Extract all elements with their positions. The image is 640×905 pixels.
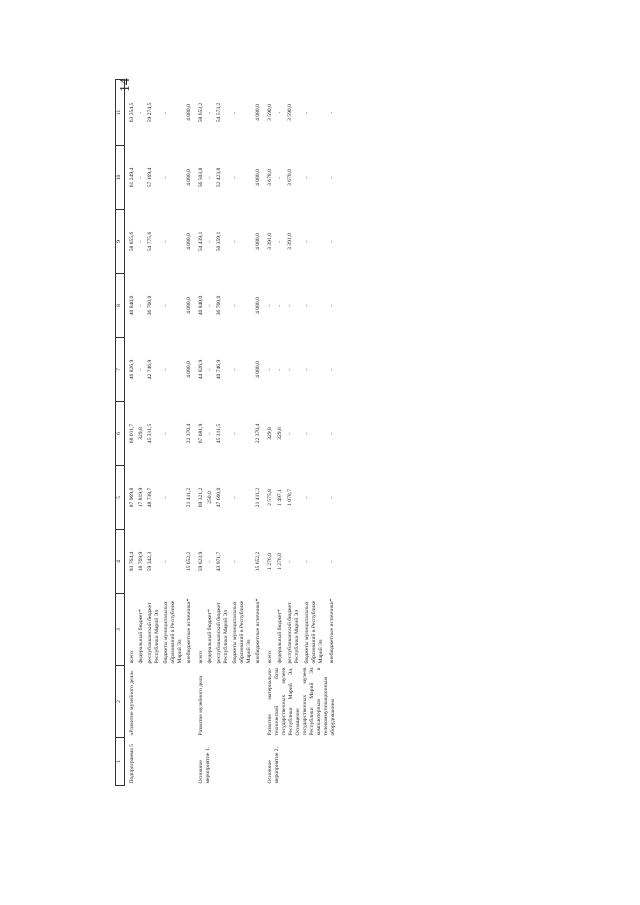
page-number: 14 [118, 78, 133, 92]
amount-cell: - [231, 432, 238, 435]
amount-cell: - [206, 432, 213, 435]
amount-cell: - [162, 560, 169, 563]
amount-cell: - [206, 560, 213, 563]
amount-cell: 250,0 [206, 491, 213, 504]
header-cell: 3 [116, 594, 125, 666]
amount-cell: 56 503,8 [197, 167, 204, 188]
amount-cell: - [303, 560, 310, 563]
funding-source-cell: бюджеты муниципальных образований в Республике Марий Эл [162, 600, 183, 664]
amount-cell: 58 653,2 [197, 102, 204, 123]
amount-cell: - [231, 240, 238, 243]
funding-source-cell: федеральный бюджет* [137, 609, 144, 664]
header-cell: 1 [116, 738, 125, 786]
table-row [194, 80, 206, 786]
header-cell: 10 [116, 146, 125, 210]
amount-cell: - [303, 111, 310, 114]
amount-cell: 4 080,0 [254, 361, 261, 378]
amount-cell: - [303, 432, 310, 435]
amount-cell: 46 826,9 [129, 359, 135, 380]
funding-source-cell: федеральный бюджет* [206, 609, 213, 664]
amount-cell: - [231, 304, 238, 307]
amount-cell: - [137, 368, 144, 371]
amount-cell: 3 590,0 [286, 104, 293, 121]
amount-cell: - [286, 560, 293, 563]
header-cell: 7 [116, 338, 125, 402]
amount-cell: - [286, 304, 293, 307]
amount-cell: - [328, 111, 335, 114]
amount-cell: 44 826,9 [197, 359, 204, 380]
amount-cell: - [231, 560, 238, 563]
funding-source-cell: республиканский бюджет Республики Марий Эл [215, 602, 229, 664]
amount-cell: - [303, 176, 310, 179]
amount-cell: 4 080,0 [254, 169, 261, 186]
amount-cell: 4 080,0 [254, 297, 261, 314]
amount-cell: - [328, 368, 335, 371]
amount-cell: 17 819,9 [137, 487, 144, 508]
amount-cell: 63 354,5 [129, 102, 135, 123]
amount-cell: - [162, 176, 169, 179]
amount-cell: 47 660,0 [215, 487, 222, 508]
amount-cell: - [276, 304, 283, 307]
funding-source-cell: бюджеты муниципальных образований в Республике Марий Эл [303, 600, 324, 664]
amount-cell: 40 840,0 [129, 295, 135, 316]
header-cell: 11 [116, 80, 125, 146]
amount-cell: 43 971,7 [215, 551, 222, 572]
amount-cell: 2 575,8 [266, 489, 273, 506]
amount-cell: 67 681,9 [197, 423, 204, 444]
amount-cell: - [286, 432, 293, 435]
amount-cell: - [137, 176, 144, 179]
amount-cell: - [137, 111, 144, 114]
amount-cell: 45 311,5 [215, 423, 222, 444]
amount-cell: 45 311,5 [146, 423, 153, 444]
amount-cell: 4 080,0 [254, 104, 261, 121]
amount-cell: 61 249,4 [129, 167, 135, 188]
amount-cell: 3 678,0 [286, 169, 293, 186]
amount-cell: - [328, 304, 335, 307]
program-code-cell: Основное мероприятие 2. [266, 747, 280, 784]
amount-cell: 50 359,1 [215, 231, 222, 252]
amount-cell: 59 342,3 [146, 551, 153, 572]
amount-cell: - [206, 304, 213, 307]
amount-cell: 57 169,4 [146, 167, 153, 188]
header-cell: 5 [116, 466, 125, 530]
funding-source-cell: федеральный бюджет* [276, 609, 283, 664]
amount-cell: 1 497,1 [276, 489, 283, 506]
amount-cell: 15 652,2 [254, 551, 261, 572]
amount-cell: - [276, 240, 283, 243]
amount-cell: 18 769,9 [137, 551, 144, 572]
header-row [116, 80, 125, 786]
amount-cell: - [266, 368, 273, 371]
amount-cell: 15 652,2 [185, 551, 192, 572]
amount-cell: - [303, 240, 310, 243]
amount-cell: - [286, 368, 293, 371]
header-cell: 8 [116, 274, 125, 338]
amount-cell: 21 411,2 [185, 487, 192, 508]
amount-cell: - [162, 111, 169, 114]
amount-cell: - [137, 240, 144, 243]
amount-cell: - [206, 111, 213, 114]
amount-cell: - [328, 432, 335, 435]
amount-cell: 3 678,0 [266, 169, 273, 186]
amount-cell: - [137, 304, 144, 307]
rotated-table-wrapper [115, 80, 556, 786]
amount-cell: - [328, 496, 335, 499]
table-row [125, 80, 137, 786]
amount-cell: - [231, 368, 238, 371]
amount-cell: - [206, 176, 213, 179]
funding-source-cell: внебюджетные источники* [185, 598, 192, 664]
amount-cell: 48 738,7 [146, 487, 153, 508]
amount-cell: 21 411,2 [254, 487, 261, 508]
amount-cell: - [206, 368, 213, 371]
amount-cell: 59 623,9 [197, 551, 204, 572]
amount-cell: - [266, 304, 273, 307]
header-cell: 4 [116, 530, 125, 594]
funding-source-cell: республиканский бюджет Республики Марий Эл [146, 602, 160, 664]
header-cell: 2 [116, 666, 125, 738]
amount-cell: 54 439,1 [197, 231, 204, 252]
amount-cell: - [303, 496, 310, 499]
amount-cell: 4 080,0 [185, 361, 192, 378]
amount-cell: 4 080,0 [185, 233, 192, 250]
amount-cell: 3 391,0 [266, 233, 273, 250]
amount-cell: - [162, 304, 169, 307]
amount-cell: - [231, 176, 238, 179]
amount-cell: - [162, 240, 169, 243]
amount-cell: - [162, 496, 169, 499]
amount-cell: 68 011,7 [129, 423, 135, 444]
amount-cell: 4 080,0 [254, 233, 261, 250]
amount-cell: 1 078,7 [286, 489, 293, 506]
header-cell: 9 [116, 210, 125, 274]
amount-cell: 54 775,6 [146, 231, 153, 252]
program-name-cell: Развитие музейного дела [197, 675, 204, 736]
funding-source-cell: всего [197, 650, 204, 664]
amount-cell: 329,8 [137, 427, 144, 440]
amount-cell: 36 760,0 [215, 295, 222, 316]
program-code-cell: Основное мероприятие 1. [197, 747, 211, 784]
amount-cell: - [328, 240, 335, 243]
amount-cell: - [328, 176, 335, 179]
program-name-cell: Развитие материально-технической базы государственных музеев Республики Марий Эл. Оснащение государственных музеев Республики Марий Эл компьютерным и телекоммуникационным оборудованием [266, 667, 336, 736]
funding-source-cell: республиканский бюджет Республики Марий Эл [286, 602, 300, 664]
amount-cell: - [206, 240, 213, 243]
table-body [125, 80, 338, 786]
amount-cell: 54 573,2 [215, 102, 222, 123]
amount-cell: 22 370,4 [185, 423, 192, 444]
amount-cell: 4 080,0 [185, 297, 192, 314]
program-name-cell: «Развитие музейного дела» [129, 670, 135, 736]
amount-cell: 36 760,0 [146, 295, 153, 316]
amount-cell: 40 840,0 [197, 295, 204, 316]
funding-source-cell: внебюджетные источники* [328, 598, 335, 664]
amount-cell: 329,8 [266, 427, 273, 440]
funding-source-cell: всего [129, 650, 135, 664]
amount-cell: - [303, 304, 310, 307]
program-code-cell: Подпрограмма 5 [129, 744, 135, 784]
amount-cell: - [162, 368, 169, 371]
amount-cell: 1 276,0 [266, 553, 273, 570]
amount-cell: - [231, 496, 238, 499]
amount-cell: 58 855,6 [129, 231, 135, 252]
amount-cell: - [231, 111, 238, 114]
amount-cell: 1 276,0 [276, 553, 283, 570]
amount-cell: 3 391,0 [286, 233, 293, 250]
amount-cell: 22 370,4 [254, 423, 261, 444]
funding-source-cell: бюджеты муниципальных образований в Республике Марий Эл [231, 600, 252, 664]
amount-cell: - [303, 368, 310, 371]
funding-source-cell: всего [266, 650, 273, 664]
amount-cell: 69 321,2 [197, 487, 204, 508]
amount-cell: 4 080,0 [185, 169, 192, 186]
amount-cell: 329,8 [276, 427, 283, 440]
table-row [263, 80, 276, 786]
amount-cell: 4 080,0 [185, 104, 192, 121]
amount-cell: - [276, 368, 283, 371]
amount-cell: - [276, 176, 283, 179]
amount-cell: 3 590,0 [266, 104, 273, 121]
amount-cell: 40 746,9 [215, 359, 222, 380]
amount-cell: - [276, 111, 283, 114]
amount-cell: 87 969,8 [129, 487, 135, 508]
amount-cell: 42 746,9 [146, 359, 153, 380]
funding-source-cell: внебюджетные источники* [254, 598, 261, 664]
amount-cell: 93 764,4 [129, 551, 135, 572]
budget-table [115, 79, 338, 786]
amount-cell: 52 423,8 [215, 167, 222, 188]
amount-cell: - [328, 560, 335, 563]
amount-cell: - [162, 432, 169, 435]
amount-cell: 59 274,5 [146, 102, 153, 123]
header-cell: 6 [116, 402, 125, 466]
